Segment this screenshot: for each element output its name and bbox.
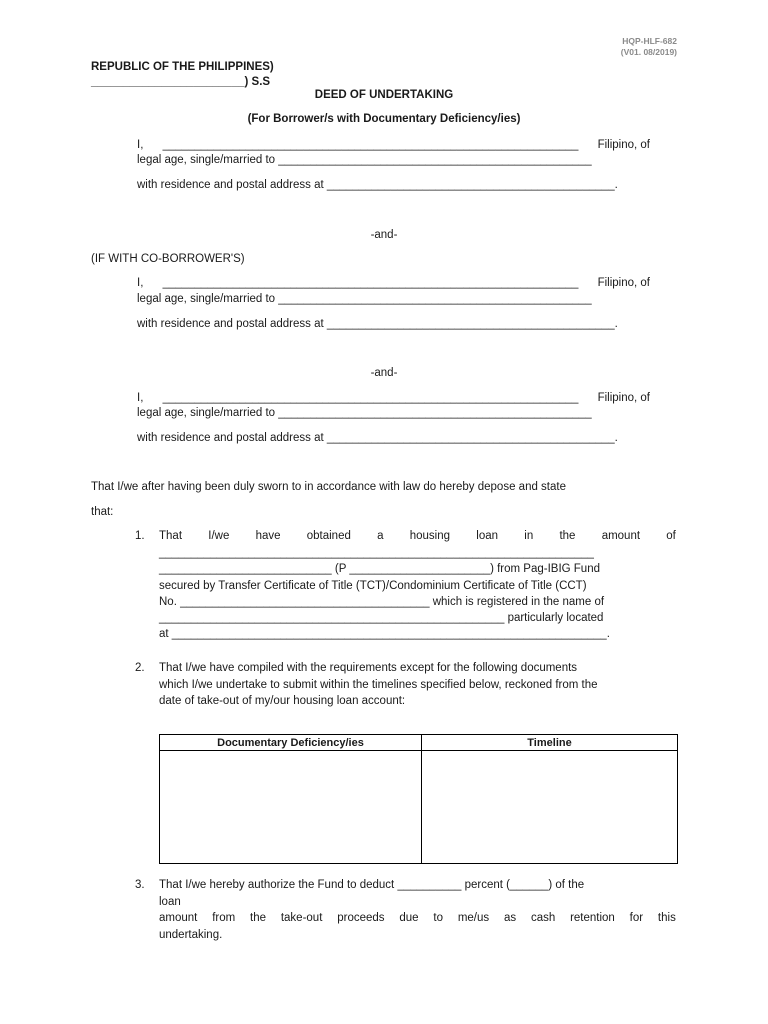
justified-word: take-out (280, 912, 323, 924)
co-borrower-name-prefix: I, (137, 392, 144, 404)
item2-text-line: That I/we have compiled with the requirements except for the following documents (159, 662, 578, 674)
table-row (160, 751, 678, 864)
title-certificate-line: secured by Transfer Certificate of Title (TCT)/Condominium Certificate of Title (CCT) (159, 580, 587, 592)
intro-text: That I/we after having been duly sworn to in accordance with law do hereby depose and state (91, 481, 566, 493)
justified-word: amount (601, 530, 641, 542)
co-borrower-name-suffix: Filipino, of (597, 392, 650, 404)
republic-heading: REPUBLIC OF THE PHILIPPINES) (91, 61, 274, 73)
justified-word: me/us (457, 912, 490, 924)
title-number-line[interactable]: No. _______________________________________ which is registered in the name of (159, 596, 605, 608)
justified-word: the (559, 530, 576, 542)
co-borrower-name-suffix: Filipino, of (597, 277, 650, 289)
co-borrower-name-field[interactable]: _________________________________________________________________ (162, 277, 579, 289)
justified-word: That (159, 530, 183, 542)
borrower-civil-status-line[interactable]: legal age, single/married to _________________________________________________ (137, 154, 592, 166)
justified-word: the (250, 912, 267, 924)
justified-word: as (503, 912, 517, 924)
loan-amount-figures-line[interactable]: ___________________________ (P ______________________) from Pag-IBIG Fund (159, 563, 600, 575)
justified-word: housing (409, 530, 451, 542)
item3-text-line: undertaking. (159, 929, 223, 941)
co-borrower-civil-status-line[interactable]: legal age, single/married to _________________________________________________ (137, 293, 592, 305)
item3-text-line: loan (159, 896, 181, 908)
form-code: HQP-HLF-682 (622, 36, 677, 46)
justified-word: a (377, 530, 384, 542)
item1-first-line (159, 529, 676, 543)
venue-line: ________________________) S.S (91, 76, 271, 88)
co-borrower-name-line (137, 276, 650, 290)
item-number: 2. (135, 662, 145, 674)
table-header-timeline: Timeline (422, 735, 678, 751)
deficiency-table (159, 734, 678, 864)
justified-word: for (629, 912, 644, 924)
and-separator: -and- (370, 229, 398, 241)
timeline-cell[interactable] (422, 751, 678, 864)
co-borrower-address-line[interactable]: with residence and postal address at _____________________________________________. (137, 432, 618, 444)
property-location-line[interactable]: at ____________________________________________________________________. (159, 628, 610, 640)
intro-text-end: that: (91, 506, 114, 518)
justified-word: loan (476, 530, 499, 542)
borrower-name-suffix: Filipino, of (597, 139, 650, 151)
document-subtitle: (For Borrower/s with Documentary Deficiency/ies) (247, 113, 521, 125)
loan-amount-words-field[interactable]: ____________________________________________________________________ (159, 547, 594, 559)
borrower-name-line (137, 138, 650, 152)
item3-text-line[interactable]: That I/we hereby authorize the Fund to deduct __________ percent (______) of the (159, 879, 585, 891)
justified-word: cash (530, 912, 556, 924)
item-number: 3. (135, 879, 145, 891)
justified-word: this (657, 912, 676, 924)
justified-word: to (433, 912, 443, 924)
registered-owner-line[interactable]: ______________________________________________________ particularly located (159, 612, 604, 624)
table-header-deficiency: Documentary Deficiency/ies (160, 735, 422, 751)
justified-word: due (399, 912, 419, 924)
co-borrower-label: (IF WITH CO-BORROWER'S) (91, 253, 245, 265)
justified-word: I/we (208, 530, 230, 542)
item3-justified-line (159, 911, 676, 925)
document-title: DEED OF UNDERTAKING (314, 89, 454, 101)
justified-word: proceeds (337, 912, 385, 924)
justified-word: amount (159, 912, 198, 924)
and-separator: -and- (370, 367, 398, 379)
borrower-address-line[interactable]: with residence and postal address at _____________________________________________. (137, 179, 618, 191)
co-borrower-civil-status-line[interactable]: legal age, single/married to _________________________________________________ (137, 407, 592, 419)
justified-word: have (255, 530, 281, 542)
item2-text-line: which I/we undertake to submit within the timelines specified below, reckoned from the (159, 679, 598, 691)
co-borrower-name-field[interactable]: _________________________________________________________________ (162, 392, 579, 404)
borrower-name-prefix: I, (137, 139, 144, 151)
borrower-name-field[interactable]: _________________________________________________________________ (162, 139, 579, 151)
justified-word: of (666, 530, 676, 542)
item-number: 1. (135, 530, 145, 542)
item2-text-line: date of take-out of my/our housing loan account: (159, 695, 406, 707)
form-version: (V01. 08/2019) (620, 47, 677, 57)
justified-word: in (524, 530, 534, 542)
co-borrower-name-prefix: I, (137, 277, 144, 289)
co-borrower-address-line[interactable]: with residence and postal address at _____________________________________________. (137, 318, 618, 330)
deficiency-cell[interactable] (160, 751, 422, 864)
table-header-row (160, 735, 678, 751)
justified-word: retention (570, 912, 615, 924)
co-borrower-name-line (137, 391, 650, 405)
justified-word: from (212, 912, 236, 924)
justified-word: obtained (306, 530, 351, 542)
